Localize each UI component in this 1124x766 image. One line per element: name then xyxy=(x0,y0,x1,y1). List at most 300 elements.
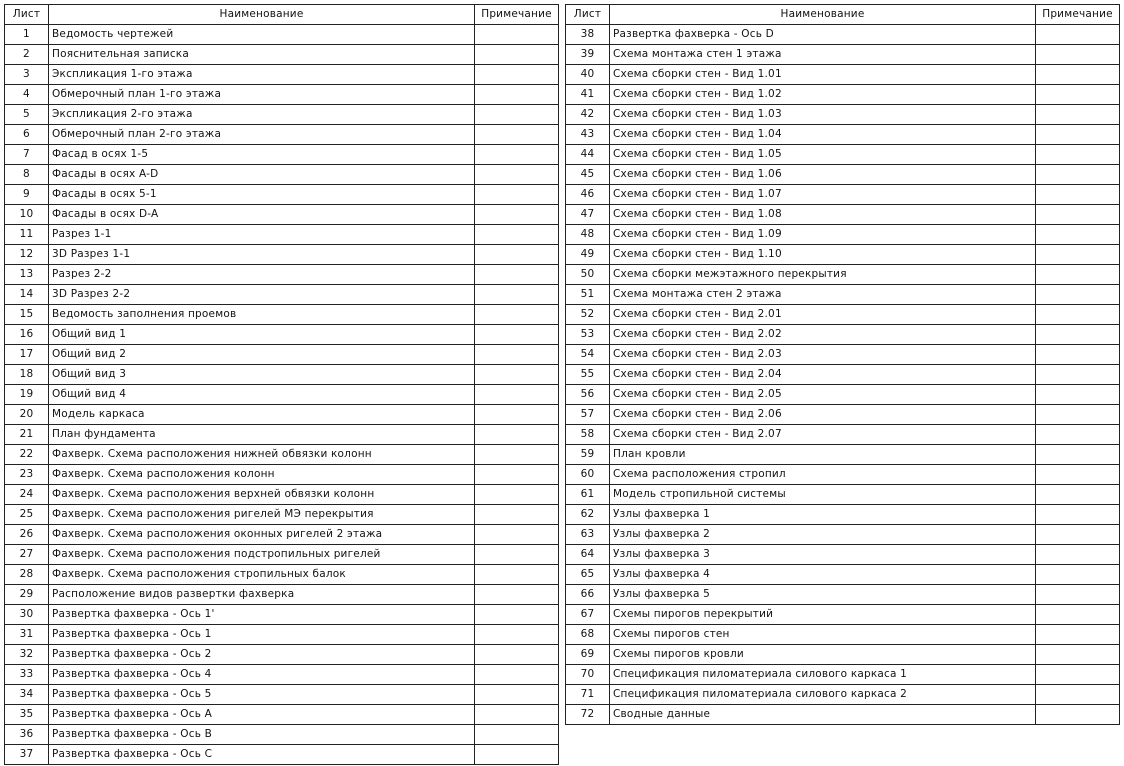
sheet-name-cell: Пояснительная записка xyxy=(49,45,475,65)
sheet-number-cell: 23 xyxy=(5,465,49,485)
table-row xyxy=(566,685,1120,705)
sheet-name-cell: Схема сборки стен - Вид 2.03 xyxy=(610,345,1036,365)
sheet-name-cell: Развертка фахверка - Ось 4 xyxy=(49,665,475,685)
sheet-name-cell: Спецификация пиломатериала силового каркаса 1 xyxy=(610,665,1036,685)
table-row xyxy=(5,85,559,105)
sheet-name-cell: Схема сборки стен - Вид 1.07 xyxy=(610,185,1036,205)
sheet-number-cell: 64 xyxy=(566,545,610,565)
sheet-note-cell xyxy=(1036,405,1120,425)
sheet-number-cell: 48 xyxy=(566,225,610,245)
sheet-note-cell xyxy=(475,545,559,565)
sheet-number-cell: 39 xyxy=(566,45,610,65)
sheet-number-cell: 50 xyxy=(566,265,610,285)
sheet-note-cell xyxy=(475,25,559,45)
table-row xyxy=(5,625,559,645)
table-row xyxy=(5,145,559,165)
sheet-number-cell: 62 xyxy=(566,505,610,525)
sheet-name-cell: Схема сборки стен - Вид 1.02 xyxy=(610,85,1036,105)
sheet-note-cell xyxy=(475,305,559,325)
sheet-note-cell xyxy=(1036,145,1120,165)
sheet-name-cell: Сводные данные xyxy=(610,705,1036,725)
sheet-name-cell: Схема сборки стен - Вид 1.01 xyxy=(610,65,1036,85)
sheet-name-cell: Спецификация пиломатериала силового каркаса 2 xyxy=(610,685,1036,705)
sheet-name-cell: Фахверк. Схема расположения стропильных балок xyxy=(49,565,475,585)
table-row xyxy=(5,385,559,405)
drawing-list-table-right xyxy=(565,4,1120,725)
table-row xyxy=(5,405,559,425)
sheet-number-cell: 67 xyxy=(566,605,610,625)
table-row xyxy=(5,605,559,625)
table-row xyxy=(5,65,559,85)
sheet-note-cell xyxy=(475,245,559,265)
sheet-note-cell xyxy=(475,285,559,305)
sheet-note-cell xyxy=(1036,125,1120,145)
sheet-number-cell: 9 xyxy=(5,185,49,205)
sheet-note-cell xyxy=(475,585,559,605)
sheet-note-cell xyxy=(475,425,559,445)
sheet-note-cell xyxy=(475,605,559,625)
sheet-name-cell: Узлы фахверка 2 xyxy=(610,525,1036,545)
sheet-number-cell: 17 xyxy=(5,345,49,365)
sheet-name-cell: 3D Разрез 2-2 xyxy=(49,285,475,305)
table-row xyxy=(566,505,1120,525)
sheet-number-cell: 37 xyxy=(5,745,49,765)
sheet-name-cell: Ведомость заполнения проемов xyxy=(49,305,475,325)
sheet-number-cell: 68 xyxy=(566,625,610,645)
sheet-name-cell: Развертка фахверка - Ось С xyxy=(49,745,475,765)
sheet-name-cell: Обмерочный план 2-го этажа xyxy=(49,125,475,145)
sheet-number-cell: 5 xyxy=(5,105,49,125)
sheet-number-cell: 27 xyxy=(5,545,49,565)
table-row xyxy=(5,565,559,585)
table-row xyxy=(5,205,559,225)
sheet-number-cell: 69 xyxy=(566,645,610,665)
table-row xyxy=(5,545,559,565)
sheet-note-cell xyxy=(475,485,559,505)
table-row xyxy=(566,405,1120,425)
sheet-name-cell: Схемы пирогов перекрытий xyxy=(610,605,1036,625)
sheet-name-cell: Схема сборки стен - Вид 2.07 xyxy=(610,425,1036,445)
sheet-number-cell: 59 xyxy=(566,445,610,465)
sheet-note-cell xyxy=(1036,325,1120,345)
sheet-name-cell: Схема монтажа стен 1 этажа xyxy=(610,45,1036,65)
sheet-note-cell xyxy=(475,705,559,725)
sheet-number-cell: 44 xyxy=(566,145,610,165)
sheet-number-cell: 53 xyxy=(566,325,610,345)
sheet-note-cell xyxy=(475,105,559,125)
sheet-note-cell xyxy=(1036,605,1120,625)
sheet-note-cell xyxy=(1036,625,1120,645)
sheet-note-cell xyxy=(1036,165,1120,185)
sheet-name-cell: Фахверк. Схема расположения нижней обвязки колонн xyxy=(49,445,475,465)
sheet-number-cell: 57 xyxy=(566,405,610,425)
table-row xyxy=(566,525,1120,545)
sheet-note-cell xyxy=(475,165,559,185)
sheet-number-cell: 58 xyxy=(566,425,610,445)
sheet-name-cell: Схема сборки стен - Вид 2.05 xyxy=(610,385,1036,405)
sheet-number-cell: 4 xyxy=(5,85,49,105)
sheet-number-cell: 60 xyxy=(566,465,610,485)
sheet-number-cell: 11 xyxy=(5,225,49,245)
table-body-right xyxy=(566,25,1120,725)
sheet-number-cell: 31 xyxy=(5,625,49,645)
sheet-name-cell: Расположение видов развертки фахверка xyxy=(49,585,475,605)
table-row xyxy=(566,125,1120,145)
sheet-note-cell xyxy=(475,225,559,245)
sheet-number-cell: 3 xyxy=(5,65,49,85)
sheet-note-cell xyxy=(1036,485,1120,505)
sheet-note-cell xyxy=(1036,505,1120,525)
table-row xyxy=(5,105,559,125)
table-row xyxy=(566,65,1120,85)
table-row xyxy=(566,325,1120,345)
sheet-note-cell xyxy=(1036,305,1120,325)
column-header-note: Примечание xyxy=(475,5,559,25)
sheet-note-cell xyxy=(1036,425,1120,445)
sheet-note-cell xyxy=(1036,705,1120,725)
sheet-name-cell: Экспликация 1-го этажа xyxy=(49,65,475,85)
table-row xyxy=(5,505,559,525)
sheet-name-cell: Развертка фахверка - Ось 2 xyxy=(49,645,475,665)
sheet-note-cell xyxy=(1036,245,1120,265)
sheet-number-cell: 42 xyxy=(566,105,610,125)
table-row xyxy=(5,465,559,485)
sheet-name-cell: Схемы пирогов кровли xyxy=(610,645,1036,665)
sheet-name-cell: Общий вид 2 xyxy=(49,345,475,365)
sheet-number-cell: 51 xyxy=(566,285,610,305)
sheet-note-cell xyxy=(475,565,559,585)
sheet-name-cell: Узлы фахверка 4 xyxy=(610,565,1036,585)
sheet-note-cell xyxy=(1036,205,1120,225)
sheet-name-cell: Разрез 2-2 xyxy=(49,265,475,285)
sheet-number-cell: 12 xyxy=(5,245,49,265)
sheet-number-cell: 47 xyxy=(566,205,610,225)
column-header-name: Наименование xyxy=(49,5,475,25)
sheet-number-cell: 43 xyxy=(566,125,610,145)
sheet-number-cell: 25 xyxy=(5,505,49,525)
table-row xyxy=(566,485,1120,505)
sheet-number-cell: 10 xyxy=(5,205,49,225)
sheet-name-cell: Схема сборки стен - Вид 1.08 xyxy=(610,205,1036,225)
sheet-note-cell xyxy=(475,85,559,105)
sheet-note-cell xyxy=(1036,665,1120,685)
table-row xyxy=(5,365,559,385)
table-row xyxy=(566,85,1120,105)
sheet-note-cell xyxy=(475,385,559,405)
sheet-number-cell: 66 xyxy=(566,585,610,605)
table-row xyxy=(566,285,1120,305)
sheet-number-cell: 18 xyxy=(5,365,49,385)
sheet-note-cell xyxy=(1036,445,1120,465)
table-row xyxy=(566,425,1120,445)
sheet-number-cell: 63 xyxy=(566,525,610,545)
sheet-name-cell: Фасады в осях A-D xyxy=(49,165,475,185)
drawing-list-table-left xyxy=(4,4,559,765)
sheet-name-cell: Развертка фахверка - Ось В xyxy=(49,725,475,745)
table-row xyxy=(5,45,559,65)
sheet-note-cell xyxy=(475,745,559,765)
sheet-number-cell: 65 xyxy=(566,565,610,585)
table-row xyxy=(566,585,1120,605)
sheet-name-cell: Схема сборки стен - Вид 2.06 xyxy=(610,405,1036,425)
sheet-name-cell: Схема расположения стропил xyxy=(610,465,1036,485)
sheet-number-cell: 16 xyxy=(5,325,49,345)
sheet-name-cell: Фасады в осях D-A xyxy=(49,205,475,225)
sheet-name-cell: Схема сборки стен - Вид 1.03 xyxy=(610,105,1036,125)
table-row xyxy=(5,745,559,765)
sheet-number-cell: 35 xyxy=(5,705,49,725)
sheet-note-cell xyxy=(475,725,559,745)
sheet-name-cell: План кровли xyxy=(610,445,1036,465)
sheet-note-cell xyxy=(1036,585,1120,605)
table-row xyxy=(5,345,559,365)
sheet-name-cell: Схемы пирогов стен xyxy=(610,625,1036,645)
sheet-name-cell: Обмерочный план 1-го этажа xyxy=(49,85,475,105)
table-row xyxy=(566,665,1120,685)
table-row xyxy=(566,305,1120,325)
sheet-number-cell: 28 xyxy=(5,565,49,585)
sheet-note-cell xyxy=(1036,645,1120,665)
sheet-note-cell xyxy=(1036,45,1120,65)
table-row xyxy=(566,465,1120,485)
sheet-note-cell xyxy=(475,45,559,65)
sheet-note-cell xyxy=(475,365,559,385)
sheet-note-cell xyxy=(1036,365,1120,385)
sheet-number-cell: 13 xyxy=(5,265,49,285)
table-row xyxy=(5,25,559,45)
sheet-name-cell: Общий вид 1 xyxy=(49,325,475,345)
sheet-name-cell: Схема сборки стен - Вид 1.09 xyxy=(610,225,1036,245)
table-header-row xyxy=(566,5,1120,25)
sheet-number-cell: 46 xyxy=(566,185,610,205)
table-row xyxy=(566,105,1120,125)
sheet-number-cell: 15 xyxy=(5,305,49,325)
sheet-note-cell xyxy=(1036,105,1120,125)
sheet-name-cell: Развертка фахверка - Ось 1' xyxy=(49,605,475,625)
table-row xyxy=(5,705,559,725)
table-row xyxy=(5,285,559,305)
sheet-note-cell xyxy=(475,525,559,545)
sheet-name-cell: Узлы фахверка 1 xyxy=(610,505,1036,525)
table-row xyxy=(566,245,1120,265)
table-row xyxy=(566,165,1120,185)
sheet-number-cell: 20 xyxy=(5,405,49,425)
sheet-note-cell xyxy=(475,445,559,465)
table-row xyxy=(5,305,559,325)
sheet-number-cell: 45 xyxy=(566,165,610,185)
sheet-number-cell: 26 xyxy=(5,525,49,545)
sheet-note-cell xyxy=(1036,85,1120,105)
table-row xyxy=(566,545,1120,565)
table-row xyxy=(5,725,559,745)
sheet-name-cell: Модель стропильной системы xyxy=(610,485,1036,505)
sheet-note-cell xyxy=(475,205,559,225)
table-row xyxy=(5,425,559,445)
table-row xyxy=(566,645,1120,665)
sheet-number-cell: 24 xyxy=(5,485,49,505)
table-row xyxy=(5,185,559,205)
table-row xyxy=(566,145,1120,165)
sheet-name-cell: Фахверк. Схема расположения колонн xyxy=(49,465,475,485)
sheet-name-cell: Схема сборки стен - Вид 2.02 xyxy=(610,325,1036,345)
sheet-note-cell xyxy=(1036,685,1120,705)
table-row xyxy=(566,25,1120,45)
table-row xyxy=(5,645,559,665)
sheet-name-cell: Схема сборки межэтажного перекрытия xyxy=(610,265,1036,285)
sheet-number-cell: 21 xyxy=(5,425,49,445)
sheet-number-cell: 8 xyxy=(5,165,49,185)
sheet-note-cell xyxy=(475,405,559,425)
sheet-note-cell xyxy=(475,665,559,685)
table-row xyxy=(566,625,1120,645)
sheet-note-cell xyxy=(1036,65,1120,85)
sheet-note-cell xyxy=(475,505,559,525)
sheet-note-cell xyxy=(475,185,559,205)
table-row xyxy=(5,325,559,345)
column-header-name: Наименование xyxy=(610,5,1036,25)
sheet-number-cell: 34 xyxy=(5,685,49,705)
column-header-sheet: Лист xyxy=(5,5,49,25)
table-row xyxy=(5,225,559,245)
table-row xyxy=(5,665,559,685)
table-header-row xyxy=(5,5,559,25)
sheet-name-cell: Схема сборки стен - Вид 1.04 xyxy=(610,125,1036,145)
sheet-name-cell: Фахверк. Схема расположения оконных ригелей 2 этажа xyxy=(49,525,475,545)
table-row xyxy=(5,265,559,285)
sheet-number-cell: 36 xyxy=(5,725,49,745)
sheet-number-cell: 32 xyxy=(5,645,49,665)
sheet-number-cell: 55 xyxy=(566,365,610,385)
sheet-number-cell: 14 xyxy=(5,285,49,305)
table-row xyxy=(5,525,559,545)
sheet-name-cell: Схема сборки стен - Вид 2.01 xyxy=(610,305,1036,325)
sheet-name-cell: Развертка фахверка - Ось 5 xyxy=(49,685,475,705)
table-row xyxy=(566,365,1120,385)
column-header-sheet: Лист xyxy=(566,5,610,25)
sheet-number-cell: 22 xyxy=(5,445,49,465)
table-row xyxy=(566,225,1120,245)
sheet-note-cell xyxy=(475,65,559,85)
sheet-number-cell: 56 xyxy=(566,385,610,405)
table-row xyxy=(566,45,1120,65)
table-row xyxy=(566,205,1120,225)
sheet-name-cell: Развертка фахверка - Ось D xyxy=(610,25,1036,45)
table-row xyxy=(566,345,1120,365)
sheet-note-cell xyxy=(475,325,559,345)
sheet-note-cell xyxy=(475,125,559,145)
sheet-name-cell: Экспликация 2-го этажа xyxy=(49,105,475,125)
sheet-name-cell: Общий вид 3 xyxy=(49,365,475,385)
sheet-name-cell: Модель каркаса xyxy=(49,405,475,425)
sheet-name-cell: Фасады в осях 5-1 xyxy=(49,185,475,205)
sheet-number-cell: 71 xyxy=(566,685,610,705)
column-header-note: Примечание xyxy=(1036,5,1120,25)
sheet-number-cell: 7 xyxy=(5,145,49,165)
sheet-name-cell: Фахверк. Схема расположения верхней обвязки колонн xyxy=(49,485,475,505)
sheet-number-cell: 49 xyxy=(566,245,610,265)
sheet-note-cell xyxy=(1036,385,1120,405)
table-row xyxy=(566,705,1120,725)
sheet-note-cell xyxy=(1036,285,1120,305)
sheet-note-cell xyxy=(1036,545,1120,565)
sheet-number-cell: 72 xyxy=(566,705,610,725)
sheet-name-cell: Узлы фахверка 5 xyxy=(610,585,1036,605)
sheet-number-cell: 70 xyxy=(566,665,610,685)
sheet-name-cell: Разрез 1-1 xyxy=(49,225,475,245)
sheet-number-cell: 2 xyxy=(5,45,49,65)
table-row xyxy=(566,265,1120,285)
sheet-note-cell xyxy=(1036,525,1120,545)
sheet-number-cell: 52 xyxy=(566,305,610,325)
sheet-note-cell xyxy=(1036,565,1120,585)
sheet-number-cell: 29 xyxy=(5,585,49,605)
sheet-name-cell: Схема монтажа стен 2 этажа xyxy=(610,285,1036,305)
sheet-note-cell xyxy=(475,145,559,165)
sheet-note-cell xyxy=(475,685,559,705)
sheet-name-cell: Фасад в осях 1-5 xyxy=(49,145,475,165)
sheet-number-cell: 38 xyxy=(566,25,610,45)
sheet-note-cell xyxy=(1036,185,1120,205)
sheet-name-cell: Ведомость чертежей xyxy=(49,25,475,45)
sheet-name-cell: 3D Разрез 1-1 xyxy=(49,245,475,265)
sheet-name-cell: Развертка фахверка - Ось 1 xyxy=(49,625,475,645)
sheet-note-cell xyxy=(1036,465,1120,485)
table-row xyxy=(5,685,559,705)
sheet-name-cell: Схема сборки стен - Вид 1.05 xyxy=(610,145,1036,165)
table-row xyxy=(5,585,559,605)
sheet-note-cell xyxy=(475,625,559,645)
sheet-name-cell: Фахверк. Схема расположения ригелей МЭ перекрытия xyxy=(49,505,475,525)
table-row xyxy=(566,185,1120,205)
sheet-number-cell: 19 xyxy=(5,385,49,405)
sheet-number-cell: 61 xyxy=(566,485,610,505)
sheet-name-cell: Фахверк. Схема расположения подстропильных ригелей xyxy=(49,545,475,565)
sheet-number-cell: 30 xyxy=(5,605,49,625)
sheet-name-cell: Развертка фахверка - Ось А xyxy=(49,705,475,725)
table-body-left xyxy=(5,25,559,765)
sheet-number-cell: 40 xyxy=(566,65,610,85)
table-row xyxy=(566,605,1120,625)
sheet-note-cell xyxy=(475,265,559,285)
sheet-note-cell xyxy=(475,465,559,485)
sheet-note-cell xyxy=(1036,265,1120,285)
table-row xyxy=(566,565,1120,585)
sheet-number-cell: 54 xyxy=(566,345,610,365)
sheet-note-cell xyxy=(1036,345,1120,365)
sheet-name-cell: Схема сборки стен - Вид 1.10 xyxy=(610,245,1036,265)
sheet-note-cell xyxy=(475,345,559,365)
sheet-note-cell xyxy=(1036,225,1120,245)
sheet-number-cell: 1 xyxy=(5,25,49,45)
table-row xyxy=(5,165,559,185)
sheet-number-cell: 33 xyxy=(5,665,49,685)
table-row xyxy=(566,385,1120,405)
table-row xyxy=(566,445,1120,465)
table-row xyxy=(5,445,559,465)
table-row xyxy=(5,485,559,505)
sheet-note-cell xyxy=(475,645,559,665)
table-row xyxy=(5,245,559,265)
sheet-number-cell: 41 xyxy=(566,85,610,105)
sheet-number-cell: 6 xyxy=(5,125,49,145)
sheet-name-cell: Общий вид 4 xyxy=(49,385,475,405)
table-row xyxy=(5,125,559,145)
sheet-name-cell: Узлы фахверка 3 xyxy=(610,545,1036,565)
sheet-name-cell: План фундамента xyxy=(49,425,475,445)
sheet-name-cell: Схема сборки стен - Вид 1.06 xyxy=(610,165,1036,185)
sheet-note-cell xyxy=(1036,25,1120,45)
sheet-name-cell: Схема сборки стен - Вид 2.04 xyxy=(610,365,1036,385)
